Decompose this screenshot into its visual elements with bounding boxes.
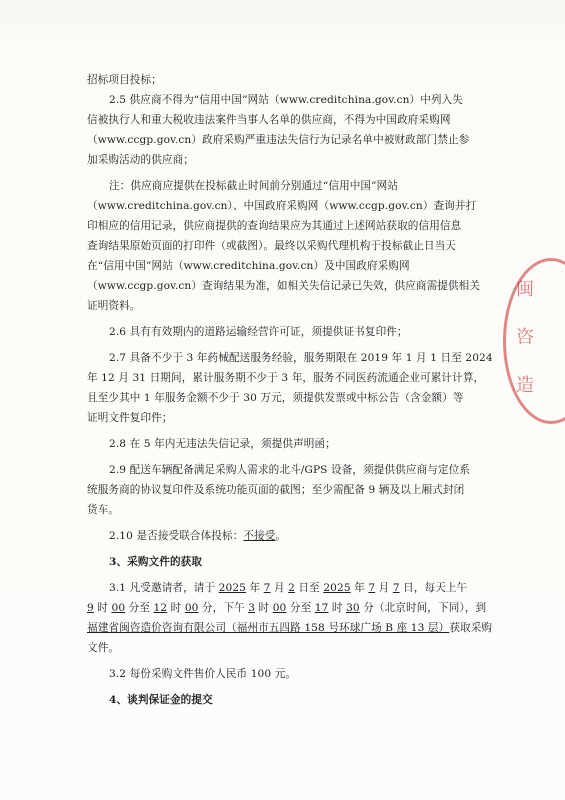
text-line: （www.ccgp.gov.cn）政府采购严重违法失信行为记录名单中被财政部门禁止参 [87, 134, 470, 146]
joint-bid-answer: 不接受 [243, 530, 276, 542]
text-line: 信被执行人和重大税收违法案件当事人名单的供应商，不得为中国政府采购网 [87, 114, 451, 126]
text-line: 且至少其中 1 年服务金额不少于 30 万元，须提供发票或中标公告（含金额）等 [87, 392, 464, 404]
section-3-heading: 3、采购文件的获取 [109, 556, 203, 568]
agency-address: 福建省闽咨造价咨询有限公司（福州市五四路 158 号环球广场 B 座 13 层） [87, 622, 450, 634]
text-line: 年 12 月 31 日期间，累计服务期不少于 3 年，服务不同医药流通企业可累计计算， [87, 372, 485, 384]
clause-2-5: 2.5 供应商不得为“信用中国”网站（www.creditchina.gov.cn）中列入失 [109, 94, 463, 106]
text-line: 9 时 00 分至 12 时 00 分，下午 3 时 00 分至 17 时 30 分（北京时间，下同），到 [87, 602, 487, 614]
clause-2-9: 2.9 配送车辆配备满足采购人需求的北斗/GPS 设备，须提供供应商与定位系 [109, 464, 471, 476]
text-line: 证明文件复印件； [87, 412, 173, 424]
note-line: 注：供应商应提供在投标截止时间前分别通过“信用中国”网站 [109, 180, 399, 192]
text-line: 福建省闽咨造价咨询有限公司（福州市五四路 158 号环球广场 B 座 13 层）获取采购 [87, 622, 493, 634]
text-line: 证明资料。 [87, 300, 141, 312]
text-line: 加采购活动的供应商； [87, 154, 194, 166]
clause-2-6: 2.6 具有有效期内的道路运输经营许可证，须提供证书复印件； [109, 326, 408, 338]
text-line: 招标项目投标； [87, 74, 162, 86]
document-body [87, 70, 493, 710]
text-line: 货车。 [87, 504, 120, 516]
text-line: （www.creditchina.gov.cn）、中国政府采购网（www.ccgp.gov.cn）查询并打 [87, 200, 477, 212]
text-line: 印相应的信用记录，供应商提供的查询结果应为其通过上述网站获取的信用信息 [87, 220, 462, 232]
clause-3-2: 3.2 每份采购文件售价人民币 100 元。 [109, 668, 297, 680]
text-line: 查询结果原始页面的打印件（或截图）。最终以采购代理机构于投标截止日当天 [87, 240, 456, 252]
text-line: 在“信用中国”网站（www.creditchina.gov.cn）及中国政府采购网 [87, 260, 410, 272]
clause-2-7: 2.7 具备不少于 3 年药械配送服务经验，服务期限在 2019 年 1 月 1 日至 2024 [109, 352, 493, 364]
text-line: （www.ccgp.gov.cn）查询结果为准，如相关失信记录已失效，供应商需提供相关 [87, 280, 481, 292]
clause-3-1: 3.1 凡受邀请者，请于 2025 年 7 月 2 日至 2025 年 7 月 7 日，每天上午 [109, 582, 468, 594]
text-line: 统服务商的协议复印件及系统功能页面的截图；至少需配备 9 辆及以上厢式封闭 [87, 484, 465, 496]
clause-2-10: 2.10 是否接受联合体投标：不接受。 [109, 530, 287, 542]
clause-2-8: 2.8 在 5 年内无违法失信记录，须提供声明函； [109, 438, 336, 450]
section-4-heading: 4、谈判保证金的提交 [109, 694, 213, 706]
text-line: 文件。 [87, 642, 120, 654]
red-seal-stamp: 闽 咨 造 [503, 258, 565, 424]
